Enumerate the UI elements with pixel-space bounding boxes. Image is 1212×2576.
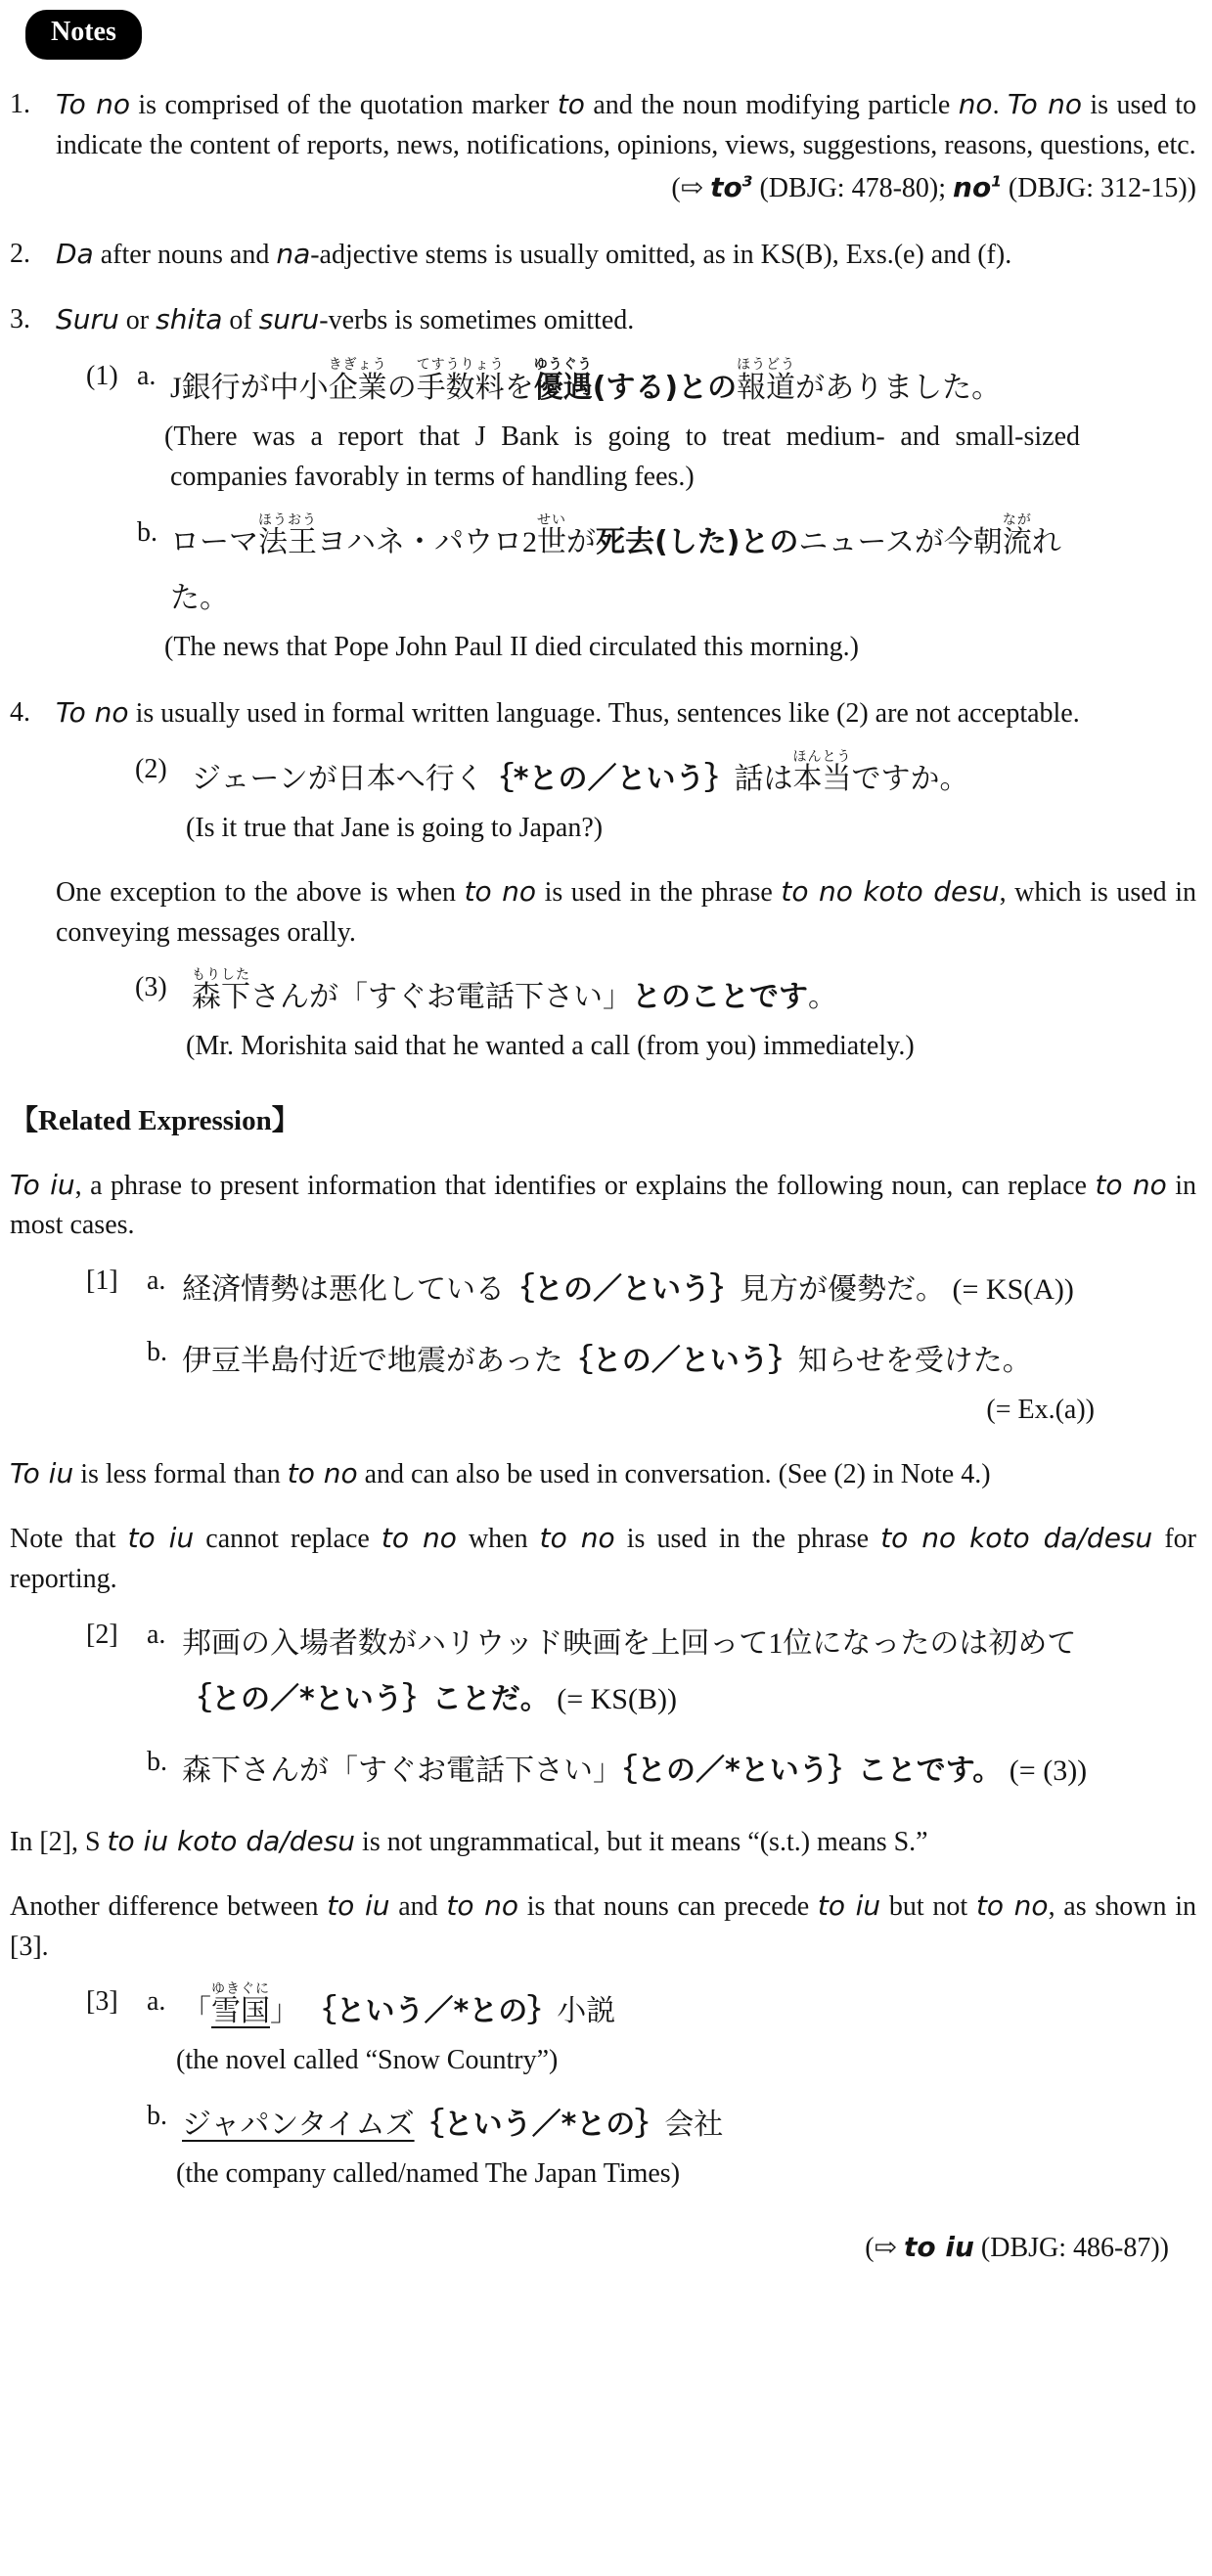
related-example-2b-letter: b. (147, 1746, 167, 1777)
related-expression-heading: 【Related Expression】 (10, 1105, 300, 1137)
example-1a-gloss: (There was a report that J Bank is going to treat medium- and small-sized companies favorably in terms of handling fees.) (164, 422, 1080, 493)
note-1-number: 1. (10, 88, 30, 119)
note-4-exception-text: One exception to the above is when to no is used in the phrase to no koto desu, which is used in conveying messages orally. (56, 874, 1197, 948)
related-example-2a (86, 1616, 1196, 1727)
note-1 (10, 85, 1196, 209)
related-example-2b-label-spacer (86, 1743, 147, 1799)
related-example-3a (86, 1982, 1196, 2081)
related-example-1a-letter: a. (147, 1266, 166, 1297)
related-paragraph-2: To iu is less formal than to no and can also be used in conversation. (See (2) in Note 4.) (10, 1457, 991, 1490)
example-1a-japanese: J銀行が中小企業きぎょうの手数料てすうりょうを優遇ゆうぐう(する)との報道ほうどうがありました。 (170, 357, 1002, 406)
related-paragraph-1: To iu, a phrase to present information that identifies or explains the following noun, can replace to no in most cases. (10, 1168, 1197, 1241)
note-3 (10, 300, 1196, 341)
related-footer-reference: (⇨ to iu (DBJG: 486-87)) (865, 2231, 1169, 2264)
related-example-2-label: [2] (86, 1619, 118, 1650)
related-example-1a-japanese: 経済情勢は悪化している｛との／という｝見方が優勢だ。 (= KS(A)) (182, 1272, 1074, 1308)
related-example-1b-label-spacer (86, 1333, 147, 1431)
note-4-text: To no is usually used in formal written language. Thus, sentences like (2) are not acceptable. (56, 695, 1080, 729)
example-3-label: (3) (135, 972, 167, 1003)
related-example-3a-letter: a. (147, 1986, 166, 2018)
example-1a-letter: a. (137, 361, 157, 392)
related-example-2a-letter: a. (147, 1619, 166, 1650)
example-1b-gloss: (The news that Pope John Paul II died circulated this morning.) (164, 632, 859, 662)
related-example-3b-gloss: (the company called/named The Japan Times) (176, 2158, 681, 2190)
example-3 (135, 968, 1196, 1067)
example-2-gloss: (Is it true that Jane is going to Japan?) (186, 812, 604, 843)
note-2-number: 2. (10, 238, 30, 269)
note-4-number: 4. (10, 696, 30, 728)
example-1b-letter: b. (137, 517, 157, 548)
related-example-1b (86, 1333, 1196, 1431)
example-1b-japanese: ローマ法王ほうおうヨハネ・パウロ2世せいが死去(した)とのニュースが今朝流ながれ た。 (170, 513, 1061, 614)
related-example-3b-label-spacer (86, 2097, 147, 2195)
related-example-3a-gloss: (the novel called “Snow Country”) (176, 2045, 559, 2076)
related-example-3b-letter: b. (147, 2101, 167, 2132)
note-3-number: 3. (10, 304, 30, 335)
note-4 (10, 693, 1196, 734)
related-example-3b-japanese: ジャパンタイムズ｛という／*との｝会社 (182, 2108, 724, 2143)
note-2-text: Da after nouns and na-adjective stems is usually omitted, as in KS(B), Exs.(e) and (f). (56, 237, 1012, 270)
related-example-2a-japanese: 邦画の入場者数がハリウッド映画を上回って1位になったのは初めて ｛との／*という｝ことだ。 (= KS(B)) (182, 1626, 1077, 1716)
related-example-1b-reference: (= Ex.(a)) (986, 1395, 1095, 1426)
example-2 (135, 750, 1196, 849)
example-1-label: (1) (86, 361, 118, 392)
related-example-1a (86, 1262, 1196, 1317)
note-3-text: Suru or shita of suru-verbs is sometimes omitted. (56, 303, 635, 336)
note-2 (10, 235, 1196, 276)
example-1b (86, 513, 1196, 668)
related-example-3b (86, 2097, 1196, 2195)
related-example-1b-letter: b. (147, 1337, 167, 1368)
related-paragraph-3: Note that to iu cannot replace to no when to no is used in the phrase to no koto da/desu for reporting. (10, 1522, 1197, 1594)
related-example-1b-japanese: 伊豆半島付近で地震があった｛との／という｝知らせを受けた。 (182, 1344, 1032, 1379)
related-example-1-label: [1] (86, 1266, 118, 1297)
example-2-label: (2) (135, 753, 167, 784)
note-1-text: To no is comprised of the quotation marker to and the noun modifying particle no. To no is used to indicate the content of reports, news, notifications, opinions, views, suggestions, reasons, questions, etc. (56, 87, 1197, 160)
note-1-reference: (⇨ $to^3$ (DBJG: 478-80); $no^1$ (DBJG: 312-15)) (671, 170, 1196, 203)
example-1b-label-spacer (86, 513, 137, 668)
example-1a (86, 357, 1196, 498)
related-example-3a-japanese: 「雪国ゆきぐに」 ｛という／*との｝小説 (182, 1982, 616, 2029)
related-paragraph-4: In [2], S to iu koto da/desu is not ungrammatical, but it means “(s.t.) means S.” (10, 1824, 928, 1857)
example-3-japanese: 森下もりしたさんが「すぐお電話下さい」とのことです。 (192, 968, 837, 1015)
example-2-japanese: ジェーンが日本へ行く｛*との／という｝話は本当ほんとうですか。 (192, 749, 969, 796)
related-example-2b-japanese: 森下さんが「すぐお電話下さい」｛との／*という｝ことです。 (= (3)) (182, 1753, 1088, 1788)
related-example-3-label: [3] (86, 1986, 118, 2018)
related-paragraph-5: Another difference between to iu and to no is that nouns can precede to iu but not to no, as shown in [3]. (10, 1888, 1196, 1962)
related-example-2b (86, 1743, 1196, 1799)
example-3-gloss: (Mr. Morishita said that he wanted a call (from you) immediately.) (186, 1031, 915, 1062)
notes-badge: Notes (25, 10, 142, 60)
